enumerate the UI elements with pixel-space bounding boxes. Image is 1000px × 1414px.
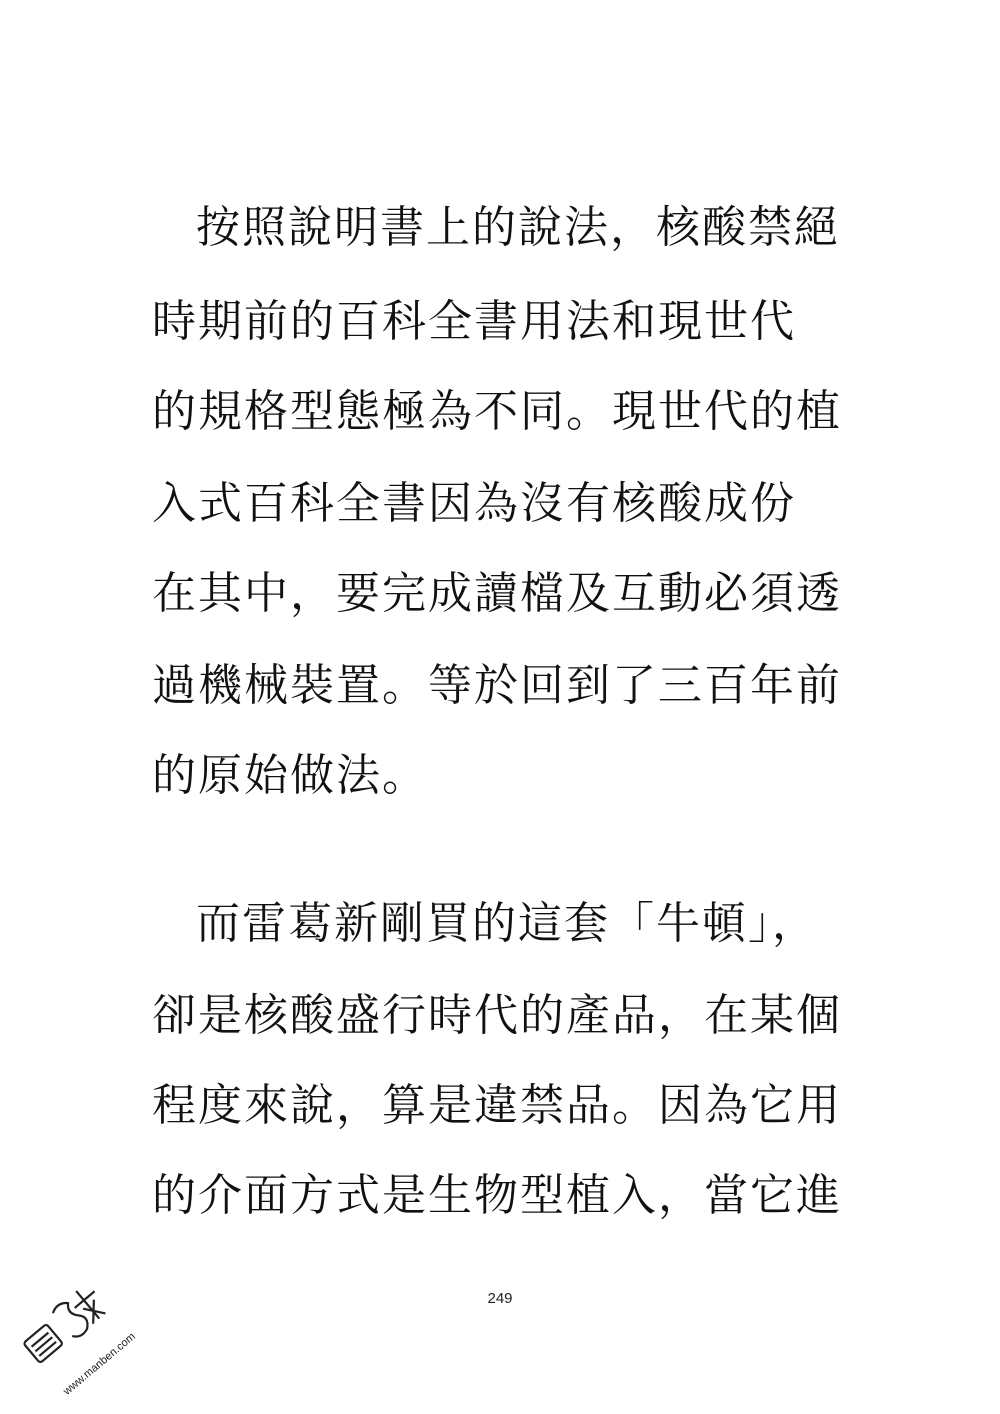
manben-logo-icon	[10, 1248, 160, 1408]
paragraph-1-line-6: 過機械裝置。等於回到了三百年前	[152, 660, 842, 711]
paragraph-1-line-3: 的規格型態極為不同。現世代的植	[152, 386, 842, 437]
paragraph-1-line-2: 時期前的百科全書用法和現世代	[152, 296, 796, 347]
paragraph-1-line-7: 的原始做法。	[152, 750, 428, 801]
paragraph-1-line-5: 在其中，要完成讀檔及互動必須透	[152, 568, 842, 619]
paragraph-1-line-1: 按照說明書上的說法，核酸禁絕	[196, 202, 840, 253]
paragraph-1-line-4: 入式百科全書因為沒有核酸成份	[152, 478, 796, 529]
paragraph-2-line-3: 程度來說，算是違禁品。因為它用	[152, 1080, 842, 1131]
paragraph-2-line-4: 的介面方式是生物型植入，當它進	[152, 1170, 842, 1221]
svg-text:www.manben.com: www.manben.com	[61, 1330, 138, 1398]
paragraph-2-line-2: 卻是核酸盛行時代的產品，在某個	[152, 990, 842, 1041]
paragraph-2-line-1: 而雷葛新剛買的這套「牛頓」，	[196, 898, 818, 949]
page-number: 249	[487, 1290, 513, 1307]
